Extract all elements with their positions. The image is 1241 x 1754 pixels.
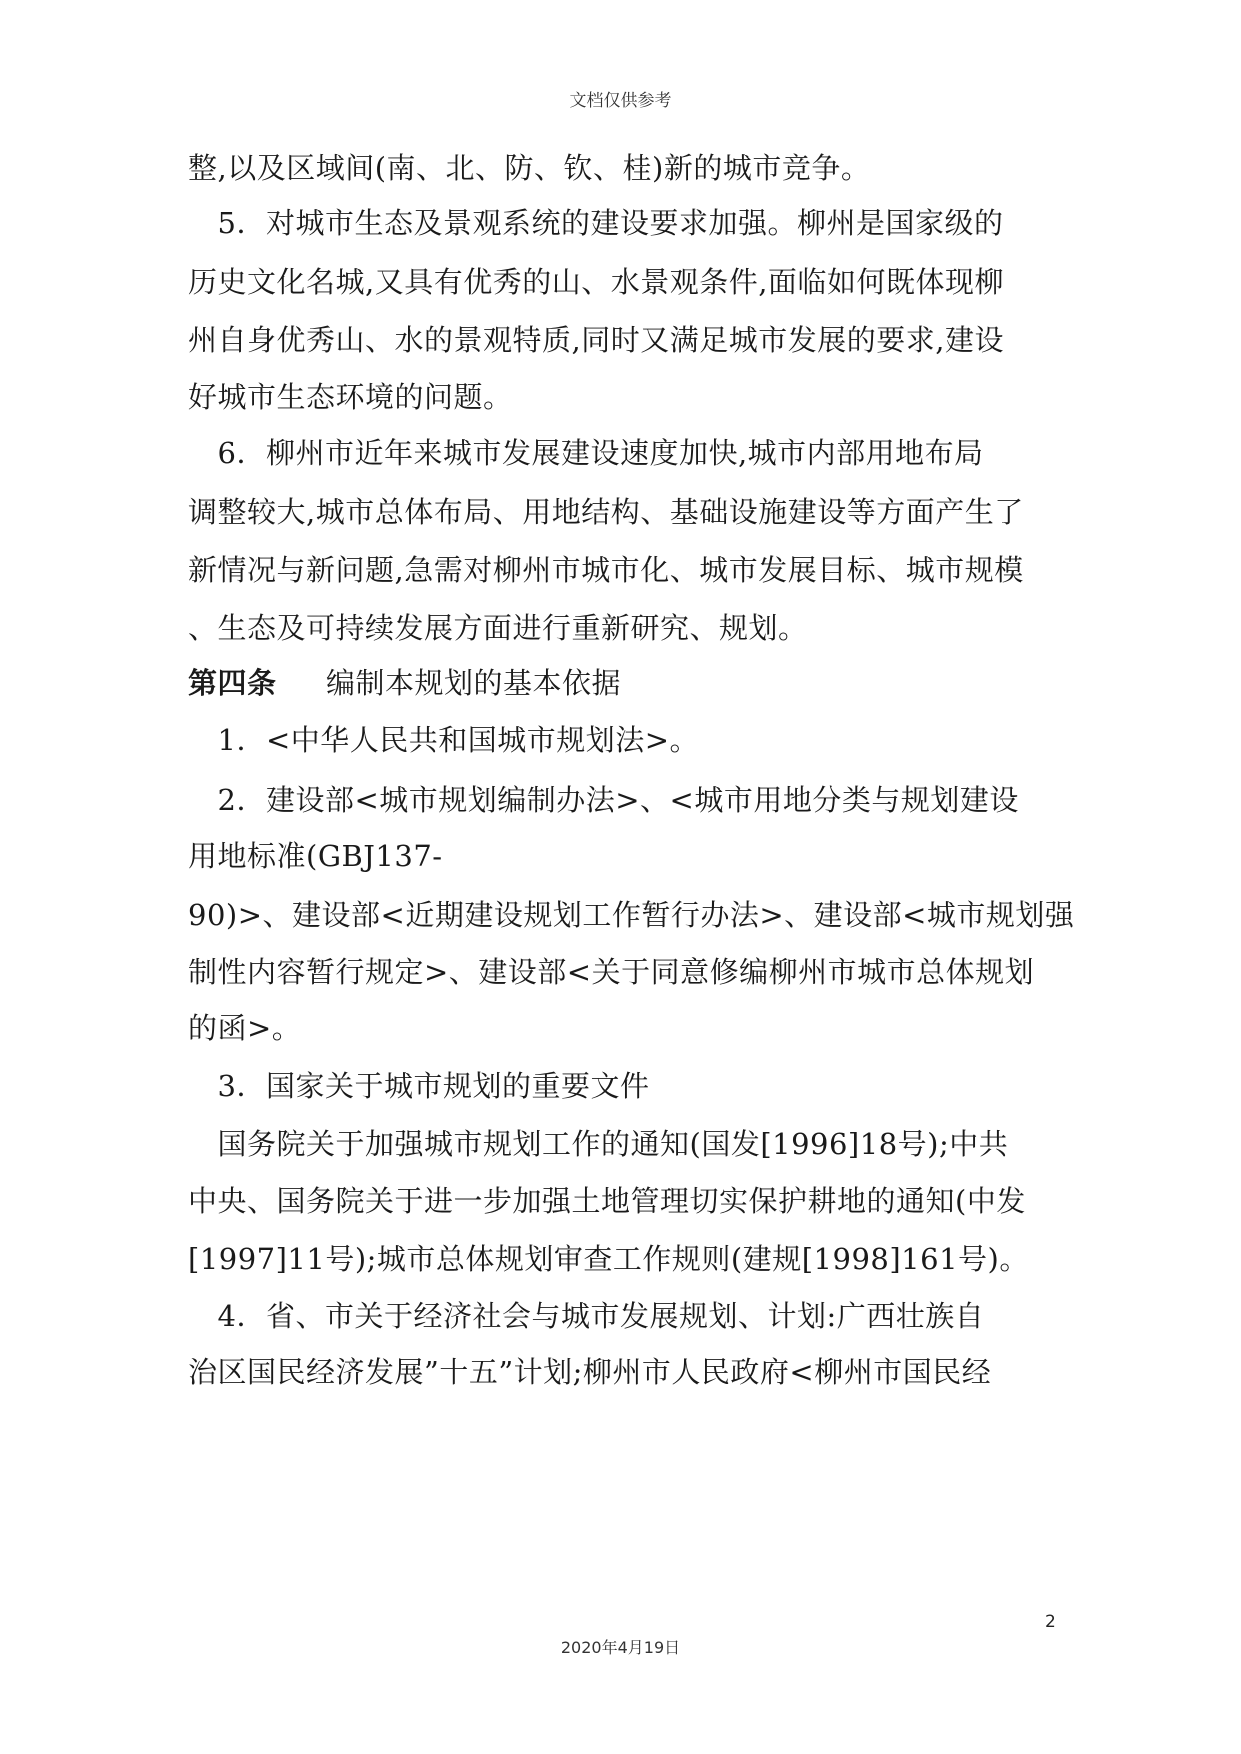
- body-line: 调整较大,城市总体布局、用地结构、基础设施建设等方面产生了: [188, 495, 1024, 529]
- body-line: 6．柳州市近年来城市发展建设速度加快,城市内部用地布局: [188, 436, 984, 470]
- page-number: 2: [1045, 1612, 1056, 1632]
- body-line: 整,以及区域间(南、北、防、钦、桂)新的城市竞争。: [188, 151, 871, 185]
- body-line: 1．<中华人民共和国城市规划法>。: [188, 723, 700, 757]
- body-line: 5．对城市生态及景观系统的建设要求加强。柳州是国家级的: [188, 206, 1004, 240]
- page-header: 文档仅供参考: [569, 91, 672, 111]
- section-subtitle: 编制本规划的基本依据: [325, 666, 621, 700]
- footer-date: 2020年4月19日: [560, 1638, 681, 1657]
- body-line: 2．建设部<城市规划编制办法>、<城市用地分类与规划建设: [188, 783, 1019, 817]
- body-line: 用地标准(GBJ137-: [188, 839, 443, 873]
- section-heading: [188, 663, 621, 703]
- body-line: 、生态及可持续发展方面进行重新研究、规划。: [188, 611, 808, 645]
- body-line: 4．省、市关于经济社会与城市发展规划、计划:广西壮族自: [188, 1299, 985, 1333]
- body-line: 治区国民经济发展”十五”计划;柳州市人民政府<柳州市国民经: [188, 1355, 992, 1389]
- body-line: [1997]11号);城市总体规划审查工作规则(建规[1998]161号)。: [188, 1242, 1029, 1276]
- body-line: 90)>、建设部<近期建设规划工作暂行办法>、建设部<城市规划强: [188, 898, 1075, 932]
- body-line: 国务院关于加强城市规划工作的通知(国发[1996]18号);中共: [188, 1127, 1009, 1161]
- body-line: 州自身优秀山、水的景观特质,同时又满足城市发展的要求,建设: [188, 323, 1004, 357]
- body-line: 3．国家关于城市规划的重要文件: [188, 1069, 650, 1103]
- body-line: 的函>。: [188, 1011, 302, 1045]
- body-line: 好城市生态环境的问题。: [188, 380, 513, 414]
- body-line: 中央、国务院关于进一步加强土地管理切实保护耕地的通知(中发: [188, 1184, 1026, 1218]
- body-line: 历史文化名城,又具有优秀的山、水景观条件,面临如何既体现柳: [188, 265, 1004, 299]
- section-title: 第四条: [188, 666, 277, 700]
- body-line: 制性内容暂行规定>、建设部<关于同意修编柳州市城市总体规划: [188, 955, 1035, 989]
- body-line: 新情况与新问题,急需对柳州市城市化、城市发展目标、城市规模: [188, 553, 1024, 587]
